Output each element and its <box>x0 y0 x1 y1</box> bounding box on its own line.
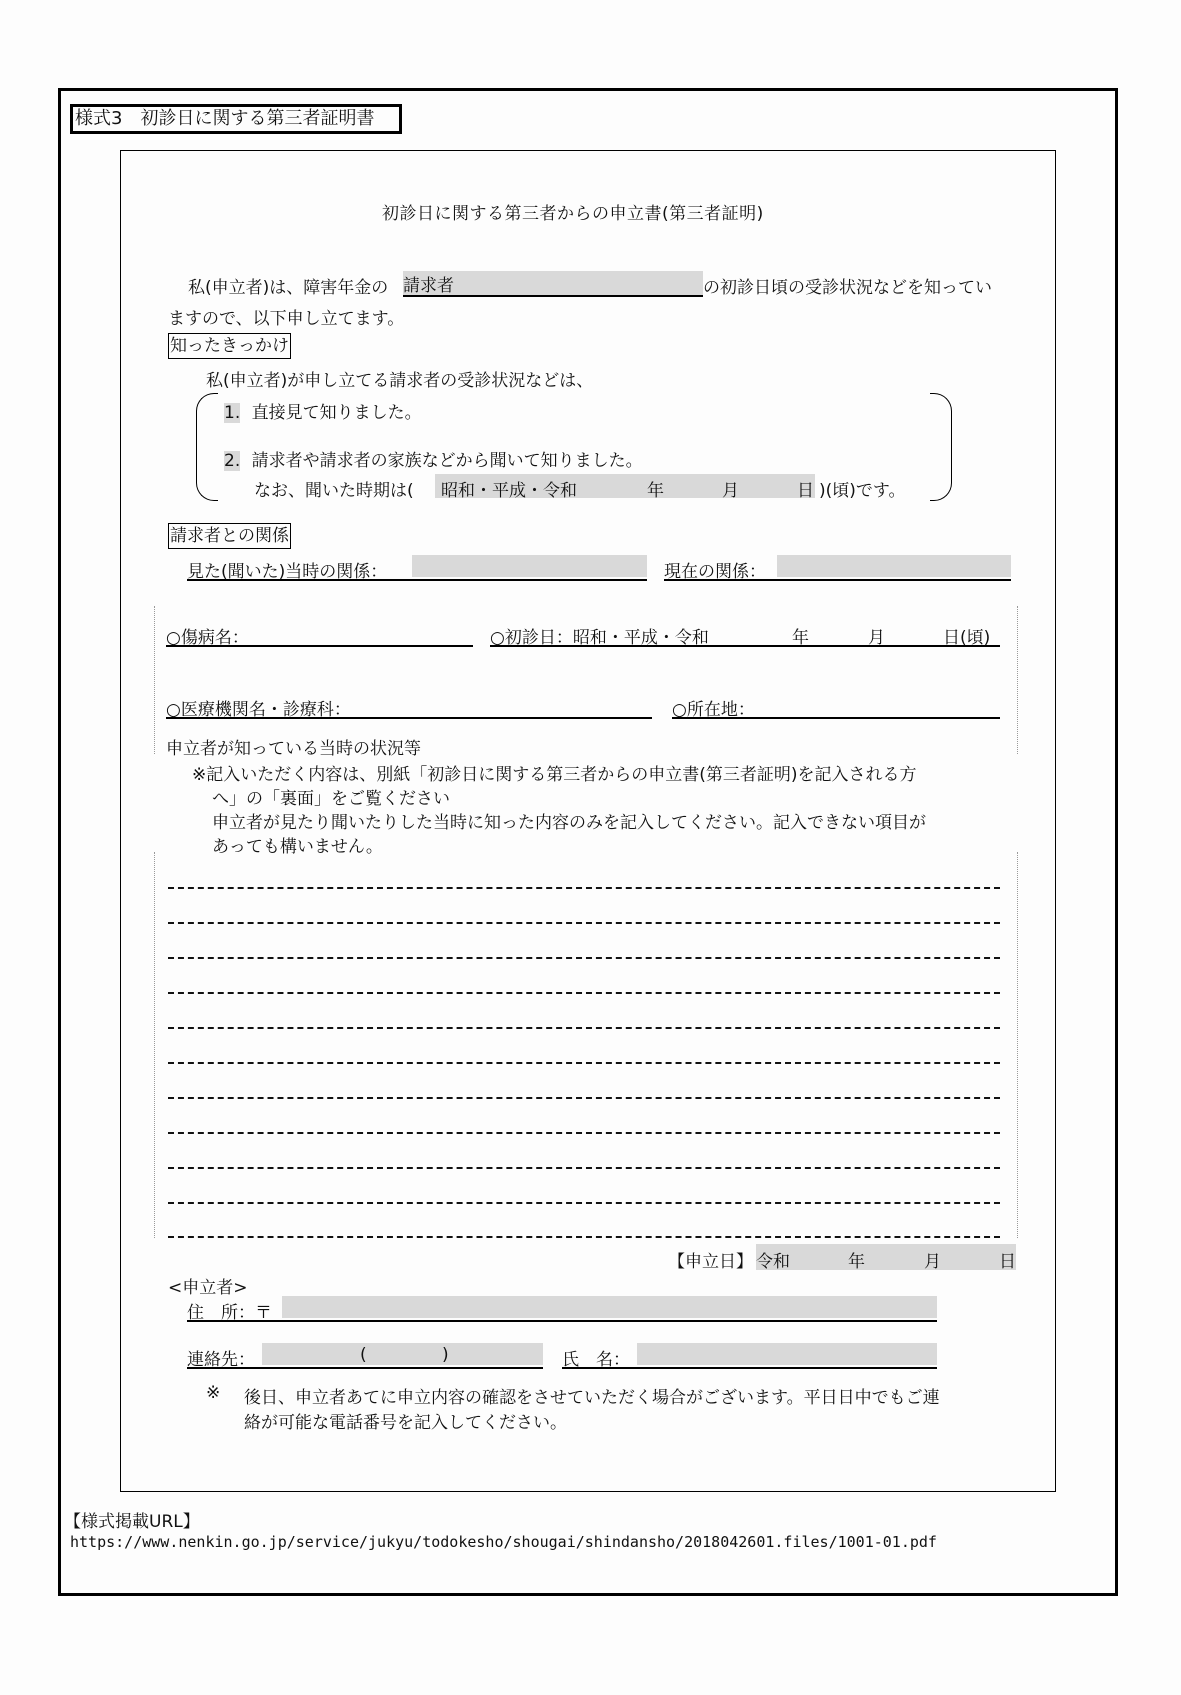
applicant-note-line-1: 後日、申立者あてに申立内容の確認をさせていただく場合がございます。平日日中でもご連 <box>244 1388 940 1408</box>
first-visit-day: 日(頃) <box>943 628 991 648</box>
address-label: 住 所：〒 <box>187 1303 272 1323</box>
institution-field[interactable] <box>166 693 652 719</box>
form-url[interactable]: https://www.nenkin.go.jp/service/jukyu/todokesho/shougai/shindansho/2018042601.files/1001-01.pdf <box>70 1533 937 1551</box>
writing-line <box>168 1167 1000 1169</box>
writing-line <box>168 957 1000 959</box>
relationship-now-value[interactable] <box>777 555 1011 577</box>
writing-line <box>168 1132 1000 1134</box>
writing-line <box>168 1202 1000 1204</box>
first-visit-label: ○初診日：昭和・平成・令和 <box>490 628 709 648</box>
option-2-label: 請求者や請求者の家族などから聞いて知りました。 <box>251 451 643 471</box>
contact-field[interactable] <box>187 1343 543 1369</box>
address-value[interactable] <box>282 1296 937 1318</box>
situation-note-3: 申立者が見たり聞いたりした当時に知った内容のみを記入してください。記入できない項目が <box>212 813 926 833</box>
relationship-now-label: 現在の関係： <box>664 562 766 582</box>
document-title: 初診日に関する第三者からの申立書(第三者証明) <box>382 204 764 224</box>
relationship-now-field[interactable] <box>664 555 1011 581</box>
applicant-heading: <申立者> <box>168 1278 248 1298</box>
form-label: 様式3 初診日に関する第三者証明書 <box>70 104 402 134</box>
heard-time-era: 昭和・平成・令和 <box>441 481 577 501</box>
claimant-field-label: 請求者 <box>403 276 454 296</box>
disease-field[interactable] <box>166 621 473 647</box>
situation-writing-area[interactable] <box>154 852 1018 1238</box>
first-visit-field[interactable] <box>490 621 1000 647</box>
situation-heading: 申立者が知っている当時の状況等 <box>166 739 421 759</box>
name-field[interactable] <box>562 1343 937 1369</box>
option-1-number[interactable]: 1. <box>224 403 241 423</box>
intro-suffix: の初診日頃の受診状況などを知ってい <box>703 278 992 298</box>
first-visit-year: 年 <box>792 628 809 648</box>
intro-prefix: 私(申立者)は、障害年金の <box>188 278 389 298</box>
writing-line <box>168 1062 1000 1064</box>
url-label: 【様式掲載URL】 <box>64 1512 200 1532</box>
heard-time-month: 月 <box>722 481 739 501</box>
name-value[interactable] <box>637 1343 937 1365</box>
relationship-then-value[interactable] <box>412 555 647 577</box>
writing-line <box>168 1236 1000 1238</box>
filing-date-field[interactable] <box>756 1244 1016 1270</box>
filing-date-label: 【申立日】 <box>668 1252 753 1272</box>
writing-line <box>168 1027 1000 1029</box>
contact-paren-open: ( <box>360 1345 367 1365</box>
situation-note-4: あっても構いません。 <box>212 837 383 857</box>
how-known-heading: 知ったきっかけ <box>168 333 291 359</box>
option-1-label: 直接見て知りました。 <box>251 403 422 423</box>
contact-value[interactable] <box>262 1343 543 1365</box>
name-label: 氏 名： <box>562 1350 630 1370</box>
how-known-lead: 私(申立者)が申し立てる請求者の受診状況などは、 <box>206 371 594 391</box>
disease-label: ○傷病名： <box>166 628 249 648</box>
applicant-note-line-2: 絡が可能な電話番号を記入してください。 <box>244 1413 567 1433</box>
writing-line <box>168 1097 1000 1099</box>
filing-date-era: 令和 <box>756 1252 790 1272</box>
contact-label: 連絡先： <box>187 1350 255 1370</box>
filing-date-month: 月 <box>924 1252 941 1272</box>
left-bracket <box>196 393 218 501</box>
first-visit-month: 月 <box>868 628 885 648</box>
institution-label: ○医療機関名・診療科： <box>166 700 351 720</box>
heard-time-year: 年 <box>647 481 664 501</box>
contact-paren-close: ) <box>442 1345 449 1365</box>
filing-date-year: 年 <box>848 1252 865 1272</box>
intro-line2: ますので、以下申し立てます。 <box>168 309 405 329</box>
relationship-then-field[interactable] <box>187 555 647 581</box>
heard-time-prefix: なお、聞いた時期は( <box>254 481 414 501</box>
option-2-number[interactable]: 2. <box>224 451 241 471</box>
situation-note-1: ※記入いただく内容は、別紙「初診日に関する第三者からの申立書(第三者証明)を記入される方 <box>192 765 917 785</box>
applicant-note-mark: ※ <box>206 1383 221 1403</box>
relationship-then-label: 見た(聞いた)当時の関係： <box>187 562 388 582</box>
location-label: ○所在地： <box>672 700 755 720</box>
relationship-heading: 請求者との関係 <box>168 523 291 549</box>
filing-date-day: 日 <box>999 1252 1016 1272</box>
option-2[interactable] <box>224 446 643 471</box>
situation-note-2: へ」の「裏面」をご覧ください <box>212 789 450 809</box>
location-field[interactable] <box>672 693 1000 719</box>
writing-line <box>168 922 1000 924</box>
heard-time-day: 日 <box>797 481 814 501</box>
heard-time-field[interactable] <box>435 474 815 501</box>
writing-line <box>168 887 1000 889</box>
option-1[interactable] <box>224 398 422 423</box>
address-field[interactable] <box>187 1296 937 1322</box>
writing-line <box>168 992 1000 994</box>
claimant-field[interactable] <box>403 271 703 297</box>
right-bracket <box>930 393 952 501</box>
heard-time-suffix: )(頃)です。 <box>819 481 906 501</box>
